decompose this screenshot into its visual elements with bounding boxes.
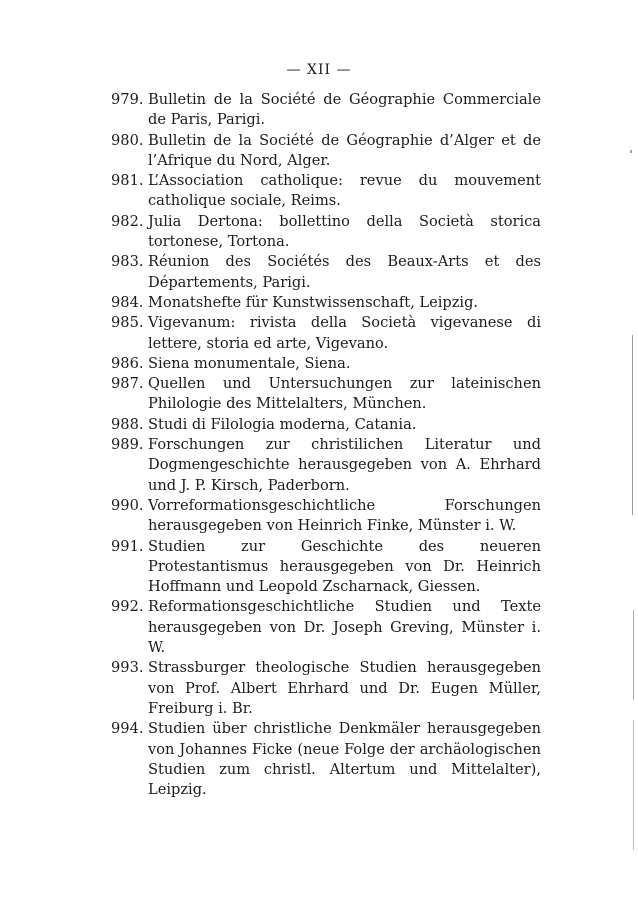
entry-text: Vigevanum: rivista della Società vigevanese di lettere, storia ed arte, Vigevano. — [148, 314, 541, 352]
entry-text: Julia Dertona: bollettino della Società storica tortonese, Tortona. — [148, 212, 541, 251]
entry-number: 987. — [111, 375, 144, 393]
list-entry-980 — [111, 131, 541, 172]
scan-edge-line — [632, 335, 633, 515]
list-entry-988 — [111, 415, 541, 435]
list-entry-983 — [111, 252, 541, 293]
list-entry-979 — [111, 90, 541, 131]
periodical-list — [111, 90, 541, 800]
list-entry-985 — [111, 313, 541, 354]
scan-speck — [630, 150, 632, 153]
list-entry-994 — [111, 719, 541, 800]
list-entry-982 — [111, 212, 541, 253]
entry-text: Forschungen zur christilichen Literatur und Dogmengeschichte herausgegeben von A. Ehrhard und J. P. Kirsch, Paderborn. — [148, 436, 541, 494]
entry-text: Bulletin de la Société de Géographie d’Alger et de l’Afrique du Nord, Alger. — [148, 131, 541, 169]
entry-text: Reformationsgeschichtliche Studien und Texte herausgegeben von Dr. Joseph Greving, Münster i. W. — [148, 598, 541, 657]
list-entry-990 — [111, 496, 541, 537]
entry-number: 980. — [111, 131, 144, 149]
list-entry-991 — [111, 537, 541, 598]
entry-text: Studi di Filologia moderna, Catania. — [148, 415, 417, 433]
scan-edge-line — [633, 720, 634, 850]
entry-number: 994. — [111, 720, 144, 738]
list-entry-984 — [111, 293, 541, 313]
entry-text: Réunion des Sociétés des Beaux-Arts et des Départements, Parigi. — [148, 253, 541, 291]
entry-text: Studien über christliche Denkmäler herausgegeben von Johannes Ficke (neue Folge der archäologischen Studien zum christl. Altertum und Mittelalter), Leipzig. — [148, 720, 541, 799]
entry-text: Quellen und Untersuchungen zur lateinischen Philologie des Mittelalters, München. — [148, 375, 541, 413]
entry-number: 985. — [111, 314, 144, 332]
list-entry-993 — [111, 658, 541, 719]
entry-number: 981. — [111, 172, 144, 190]
entry-text: L’Association catholique: revue du mouvement catholique sociale, Reims. — [148, 172, 541, 210]
entry-number: 984. — [111, 293, 144, 311]
scan-edge-line — [633, 610, 634, 700]
entry-number: 979. — [111, 91, 144, 108]
entry-number: 986. — [111, 354, 144, 372]
entry-text: Siena monumentale, Siena. — [148, 354, 351, 372]
list-entry-989 — [111, 435, 541, 496]
entry-number: 991. — [111, 537, 144, 555]
list-entry-981 — [111, 171, 541, 212]
list-entry-986 — [111, 354, 541, 374]
entry-text: Monatshefte für Kunstwissenschaft, Leipzig. — [148, 293, 479, 311]
list-entry-992 — [111, 597, 541, 658]
list-entry-987 — [111, 374, 541, 415]
entry-number: 988. — [111, 415, 144, 433]
entry-number: 983. — [111, 253, 144, 271]
entry-text: Vorreformationsgeschichtliche Forschungen herausgegeben von Heinrich Finke, Münster i. W. — [148, 496, 541, 535]
entry-number: 993. — [111, 659, 144, 677]
entry-number: 982. — [111, 212, 144, 230]
entry-text: Studien zur Geschichte des neueren Protestantismus herausgegeben von Dr. Heinrich Hoffmann und Leopold Zscharnack, Giessen. — [148, 537, 541, 596]
entry-number: 989. — [111, 436, 144, 454]
entry-text: Strassburger theologische Studien herausgegeben von Prof. Albert Ehrhard und Dr. Eugen Müller, Freiburg i. Br. — [148, 659, 541, 717]
page-number-header: — XII — — [286, 62, 352, 78]
entry-number: 992. — [111, 598, 144, 616]
entry-text: Bulletin de la Société de Géographie Commerciale de Paris, Parigi. — [148, 91, 541, 129]
entry-number: 990. — [111, 496, 144, 514]
